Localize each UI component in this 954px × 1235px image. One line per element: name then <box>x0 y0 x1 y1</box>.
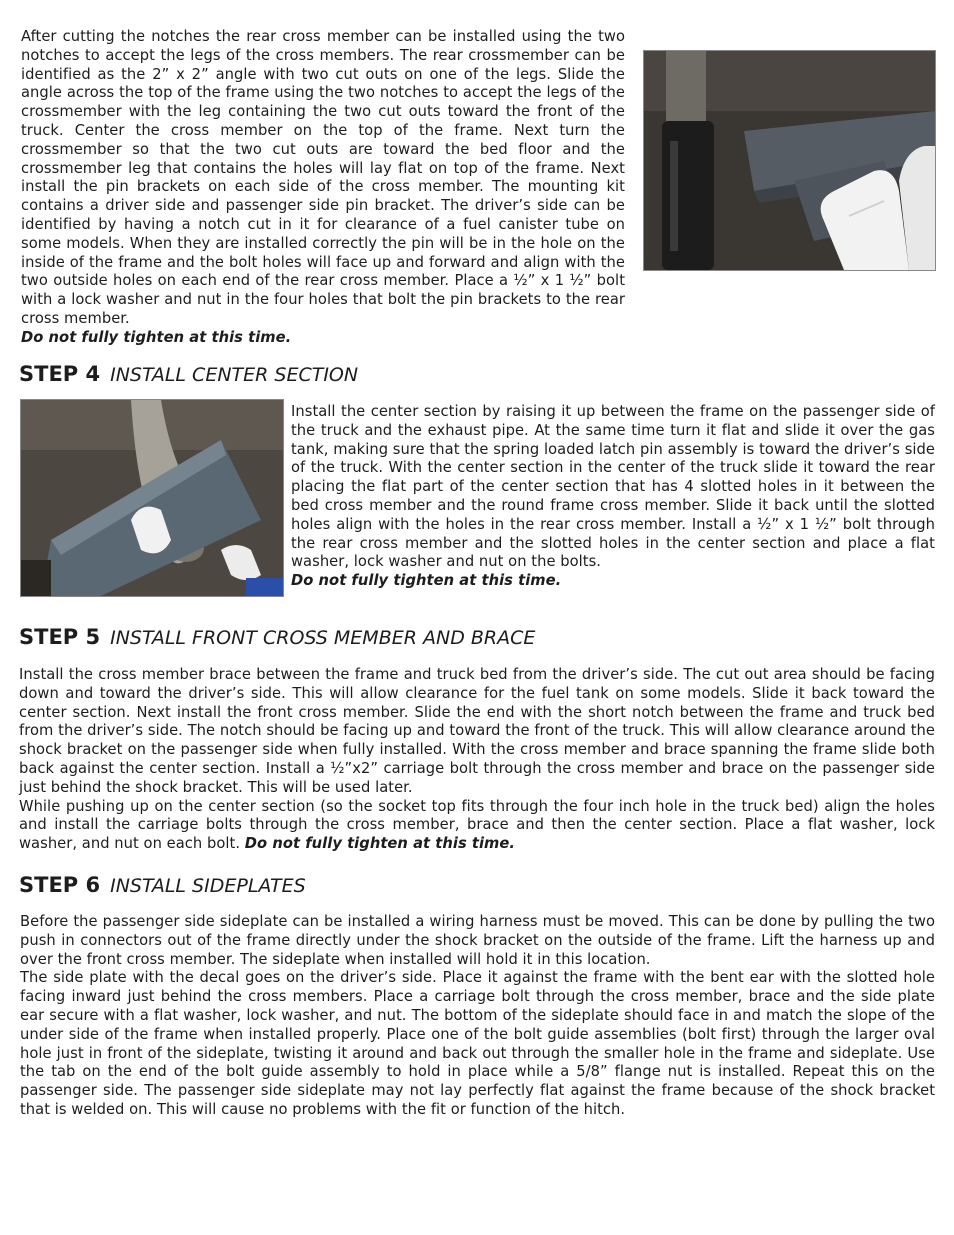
intro-paragraph: After cutting the notches the rear cross member can be installed using the two notches to accept the legs of the cross members. The rear crossmember can be identified as the 2” x 2” angle with two cut outs on one of the legs. Slide the angle across the top of the frame using the two notches to accept the legs of the crossmember with the leg containing the two cut outs toward the front of the truck. Center the cross member on the top of the frame. Next turn the crossmember so that the two cut outs are toward the bed floor and the crossmember leg that contains the holes will lay flat on top of the frame. Next install the pin brackets on each side of the cross member. The mounting kit contains a driver side and passenger side pin bracket. The driver’s side can be identified by having a notch cut in it for clearance of a fuel canister tube on some models. When they are installed correctly the pin will be in the hole on the inside of the frame and the bolt holes will face up and forward and align with the two outside holes on each end of the rear cross member. Place a ½” x 1 ½” bolt with a lock washer and nut in the four holes that bolt the pin brackets to the rear cross member. <box>21 28 625 327</box>
step-4-number: STEP 4 <box>19 362 101 386</box>
step-5-paragraph-2 <box>19 798 935 854</box>
step-5-heading <box>19 625 535 649</box>
step-6-heading <box>19 873 306 897</box>
step-5-number: STEP 5 <box>19 625 101 649</box>
step-5-paragraph-1: Install the cross member brace between the frame and truck bed from the driver’s side. The cut out area should be facing down and toward the driver’s side. This will allow clearance for the fuel tank on some models. Slide it back toward the center section. Next install the front cross member. Slide the end with the short notch between the frame and truck bed from the driver’s side. The notch should be facing up and toward the front of the truck. This will allow clearance around the shock bracket on the passenger side when fully installed. With the cross member and brace spanning the frame slide both back against the center section. Install a ½”x2” carriage bolt through the cross member and brace on the passenger side just behind the shock bracket. This will be used later. <box>19 666 935 796</box>
step-5-section <box>19 666 935 854</box>
step-4-warning: Do not fully tighten at this time. <box>291 572 562 590</box>
step-4-heading <box>19 362 358 386</box>
step-5-warning: Do not fully tighten at this time. <box>244 835 516 853</box>
step-5-paragraph-2-text: While pushing up on the center section (so the socket top fits through the four inch hole in the truck bed) align the holes and install the carriage bolts through the cross member, brace and then the center section. Place a flat washer, lock washer, and nut on each bolt. <box>19 797 935 853</box>
step-4-section <box>291 403 935 591</box>
intro-section <box>21 28 625 348</box>
step-4-paragraph: Install the center section by raising it up between the frame on the passenger side of the truck and the exhaust pipe. At the same time turn it flat and slide it over the gas tank, making sure that the spring loaded latch pin assembly is toward the driver’s side of the truck. With the center section in the center of the truck slide it toward the rear placing the flat part of the center section that has 4 slotted holes in it between the bed cross member and the round frame cross member. Slide it back until the slotted holes align with the holes in the rear cross member. Install a ½” x 1 ½” bolt through the rear cross member and the slotted holes in the center section and place a flat washer, lock washer and nut on the bolts. <box>291 403 935 571</box>
step-6-number: STEP 6 <box>19 873 101 897</box>
step-4-title: INSTALL CENTER SECTION <box>110 364 359 386</box>
step-6-paragraph-1: Before the passenger side sideplate can be installed a wiring harness must be moved. This can be done by pulling the two push in connectors out of the frame directly under the shock bracket on the outside of the frame. Lift the harness up and over the front cross member. The sideplate when installed will hold it in this location. <box>20 913 935 968</box>
step-5-title: INSTALL FRONT CROSS MEMBER AND BRACE <box>110 627 536 649</box>
step-6-paragraph-2: The side plate with the decal goes on the driver’s side. Place it against the frame with the bent ear with the slotted hole facing inward just behind the cross members. Place a carriage bolt through the cross member, brace and the side plate ear secure with a flat washer, lock washer, and nut. The bottom of the sideplate should face in and match the slope of the under side of the frame when installed properly. Place one of the bolt guide assemblies (bolt first) through the larger oval hole just in front of the sideplate, twisting it around and back out through the smaller hole in the frame and sideplate. Use the tab on the end of the bolt guide assembly to hold in place while a 5/8” flange nut is installed. Repeat this on the passenger side. The passenger side sideplate may not lay perfectly flat against the frame because of the shock bracket that is welded on. This will cause no problems with the fit or function of the hitch. <box>20 969 935 1118</box>
step-6-section <box>20 913 935 1120</box>
intro-warning: Do not fully tighten at this time. <box>21 328 292 346</box>
step-6-title: INSTALL SIDEPLATES <box>110 875 306 897</box>
rear-cross-member-photo <box>643 50 936 271</box>
center-section-photo <box>20 399 284 597</box>
